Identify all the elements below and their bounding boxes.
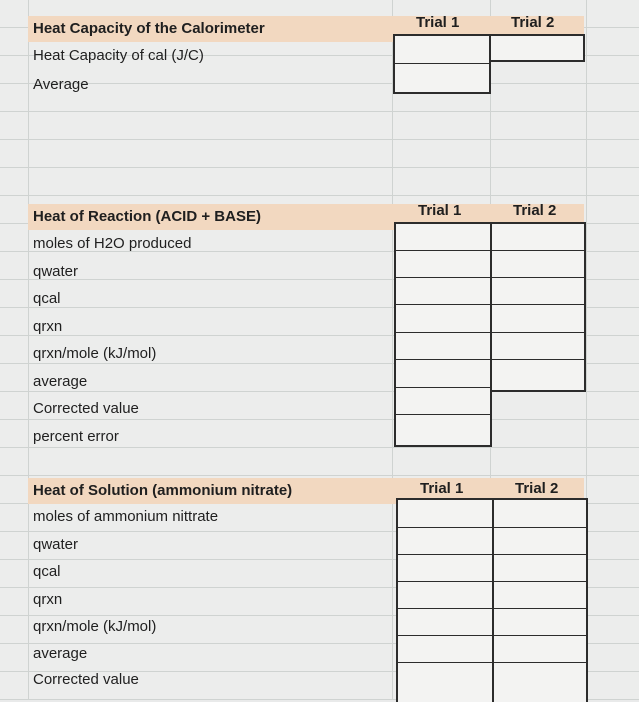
cell-divider	[396, 250, 490, 251]
section1-title: Heat Capacity of the Calorimeter	[33, 20, 265, 37]
section2-row-label: qrxn	[33, 318, 63, 335]
section2-row-label: qwater	[33, 263, 79, 280]
cell-divider	[494, 608, 586, 609]
cell-divider	[494, 635, 586, 636]
section1-trial1-header: Trial 1	[416, 14, 460, 31]
section2-trial2-box	[490, 222, 586, 392]
cell-divider	[492, 359, 584, 360]
section3-trial2-header: Trial 2	[515, 480, 559, 497]
section3-row-label: Corrected value	[33, 671, 139, 688]
cell-divider	[398, 608, 492, 609]
cell-divider	[396, 387, 490, 388]
cell-divider	[492, 250, 584, 251]
section3-row-label: qrxn/mole (kJ/mol)	[33, 618, 157, 635]
section3-title: Heat of Solution (ammonium nitrate)	[33, 482, 293, 499]
section2-row-label: percent error	[33, 428, 119, 445]
section2-row-label: average	[33, 373, 88, 390]
section3-row-label: qwater	[33, 536, 79, 553]
cell-divider	[398, 662, 492, 663]
cell-divider	[396, 332, 490, 333]
section2-row-label: qrxn/mole (kJ/mol)	[33, 345, 157, 362]
cell-divider	[492, 304, 584, 305]
section1-trial1-box	[393, 34, 491, 94]
grid-column-line	[28, 0, 29, 700]
section3-row-label: average	[33, 645, 88, 662]
section2-row-label: moles of H2O produced	[33, 235, 192, 252]
cell-divider	[494, 554, 586, 555]
cell-divider	[494, 662, 586, 663]
cell-divider	[396, 414, 490, 415]
section2-trial2-header: Trial 2	[513, 202, 557, 219]
cell-divider	[396, 359, 490, 360]
section2-row-label: Corrected value	[33, 400, 139, 417]
cell-divider	[492, 332, 584, 333]
cell-divider	[492, 277, 584, 278]
section1-trial2-header: Trial 2	[511, 14, 555, 31]
section2-trial1-header: Trial 1	[418, 202, 462, 219]
section2-trial1-box	[394, 222, 492, 447]
cell-divider	[494, 581, 586, 582]
section3-trial1-box	[396, 498, 494, 702]
section3-row-label: qcal	[33, 563, 61, 580]
section3-trial2-box	[492, 498, 588, 702]
section1-row-label: Average	[33, 76, 89, 93]
section3-trial1-header: Trial 1	[420, 480, 464, 497]
cell-divider	[396, 304, 490, 305]
cell-divider	[494, 527, 586, 528]
grid-column-line	[392, 0, 393, 700]
cell-divider	[395, 63, 489, 64]
section1-trial2-cell[interactable]	[489, 34, 585, 62]
cell-divider	[398, 581, 492, 582]
section2-row-label: qcal	[33, 290, 61, 307]
section2-title: Heat of Reaction (ACID + BASE)	[33, 208, 261, 225]
section1-row-label: Heat Capacity of cal (J/C)	[33, 47, 204, 64]
cell-divider	[398, 527, 492, 528]
section3-row-label: moles of ammonium nittrate	[33, 508, 219, 525]
section3-row-label: qrxn	[33, 591, 63, 608]
cell-divider	[398, 554, 492, 555]
cell-divider	[398, 635, 492, 636]
cell-divider	[396, 277, 490, 278]
